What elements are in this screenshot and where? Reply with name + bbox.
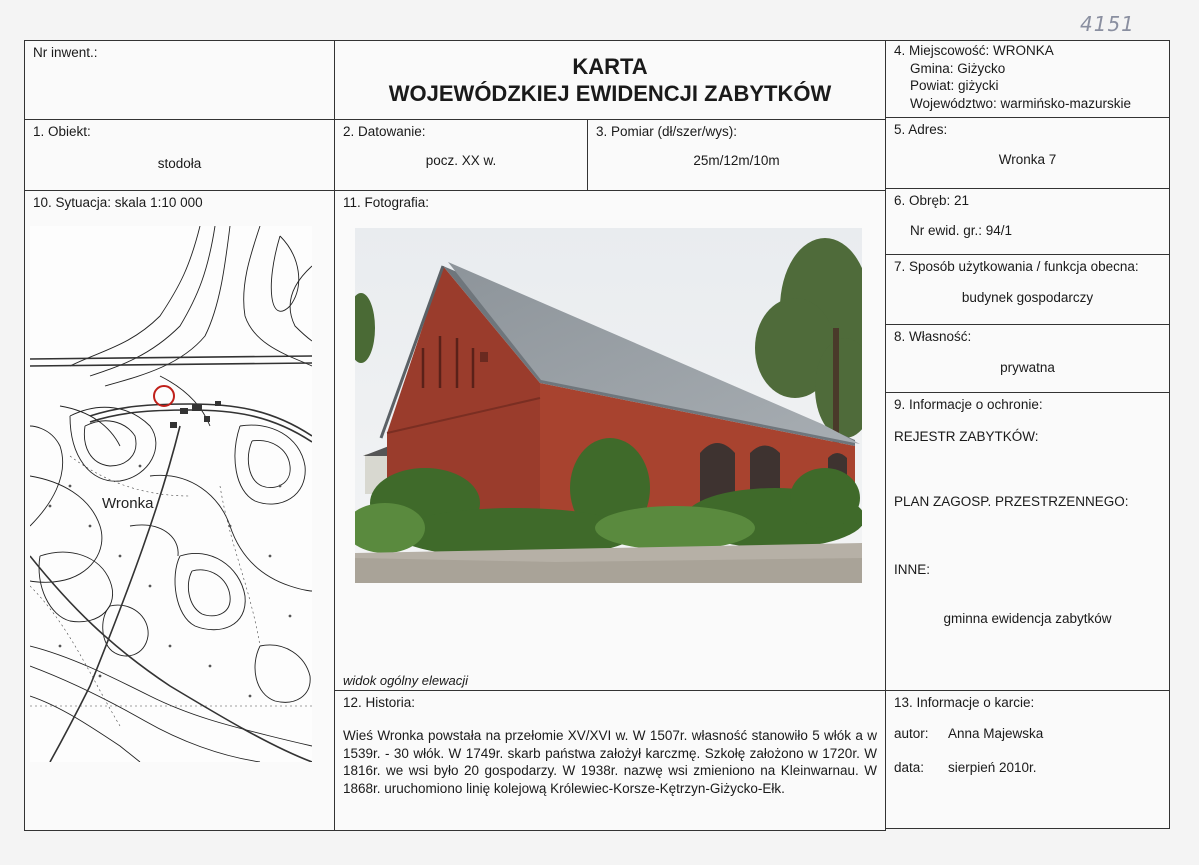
datowanie-cell: [334, 119, 588, 191]
photo-caption: widok ogólny elewacji: [343, 673, 469, 688]
karta-label: 13. Informacje o karcie:: [894, 695, 1035, 710]
inne-value: gminna ewidencja zabytków: [943, 611, 1112, 626]
barn-photo-image: [355, 228, 862, 583]
map-place-label: Wronka: [102, 495, 154, 512]
sposob-label: 7. Sposób użytkowania / funkcja obecna:: [894, 259, 1139, 274]
topographic-map-image: [30, 226, 312, 762]
title-line-2: WOJEWÓDZKIEJ EWIDENCJI ZABYTKÓW: [388, 81, 832, 106]
powiat-value: Powiat: giżycki: [910, 78, 999, 93]
ochrona-cell: [885, 392, 1170, 691]
autor-label: autor:: [894, 726, 929, 741]
data-label: data:: [894, 760, 925, 775]
locality-label: 4. Miejscowość: WRONKA: [894, 43, 1054, 58]
nr-inwent-cell: [24, 40, 335, 120]
wojewodztwo-value: Województwo: warmińsko-mazurskie: [910, 95, 1132, 111]
obreb-cell: [885, 188, 1170, 255]
locality-cell: [885, 40, 1170, 118]
pomiar-cell: [587, 119, 886, 191]
ochrona-label: 9. Informacje o ochronie:: [894, 397, 1043, 412]
sytuacja-label: 10. Sytuacja: skala 1:10 000: [33, 195, 203, 210]
wlasnosc-label: 8. Własność:: [894, 329, 972, 344]
historia-cell: [334, 690, 886, 831]
wlasnosc-value: prywatna: [1000, 360, 1055, 375]
data-value: sierpień 2010r.: [948, 760, 1037, 775]
sposob-cell: [885, 254, 1170, 325]
historia-label: 12. Historia:: [343, 695, 416, 710]
title-cell: [334, 40, 886, 120]
wlasnosc-cell: [885, 324, 1170, 393]
inne-label: INNE:: [894, 562, 931, 577]
barn-photo: [355, 228, 862, 583]
gmina-value: Gmina: Giżycko: [910, 60, 1006, 76]
title-line-1: KARTA: [572, 54, 648, 79]
rejestr-label: REJESTR ZABYTKÓW:: [894, 429, 1039, 444]
obiekt-label: 1. Obiekt:: [33, 124, 91, 139]
datowanie-label: 2. Datowanie:: [343, 124, 426, 139]
datowanie-value: pocz. XX w.: [425, 153, 497, 168]
pomiar-value: 25m/12m/10m: [693, 153, 780, 168]
obiekt-cell: [24, 119, 335, 191]
obiekt-value: stodoła: [157, 156, 202, 171]
obreb-label: 6. Obręb: 21: [894, 193, 970, 208]
fotografia-label: 11. Fotografia:: [343, 195, 430, 210]
locality-block: [894, 42, 1131, 112]
plan-label: PLAN ZAGOSP. PRZESTRZENNEGO:: [894, 494, 1129, 509]
situation-map: [30, 226, 312, 762]
card-title: [335, 53, 885, 107]
adres-cell: [885, 117, 1170, 189]
adres-value: Wronka 7: [998, 152, 1057, 167]
autor-value: Anna Majewska: [948, 726, 1044, 741]
handwritten-inventory-number: 4151: [1080, 12, 1135, 36]
nr-ewid-value: Nr ewid. gr.: 94/1: [910, 223, 1013, 238]
nr-inwent-label: Nr inwent.:: [33, 45, 98, 60]
adres-label: 5. Adres:: [894, 122, 948, 137]
historia-text: Wieś Wronka powstała na przełomie XV/XVI w. W 1507r. własność stanowiło 5 włók a w 1539r. - 30 włók. W 1749r. skarb państwa założył karczmę. Szkołę założono w 1720r. W 1816r. we wsi było 20 gospodarzy. W 1938r. nazwę wsi zmieniono na Kleinwarnau. W 1868r. uruchomiono linię kolejową Królewiec-Korsze-Kętrzyn-Giżycko-Ełk.: [343, 728, 877, 796]
karta-cell: [885, 690, 1170, 829]
pomiar-label: 3. Pomiar (dł/szer/wys):: [596, 124, 738, 139]
sposob-value: budynek gospodarczy: [961, 290, 1094, 305]
